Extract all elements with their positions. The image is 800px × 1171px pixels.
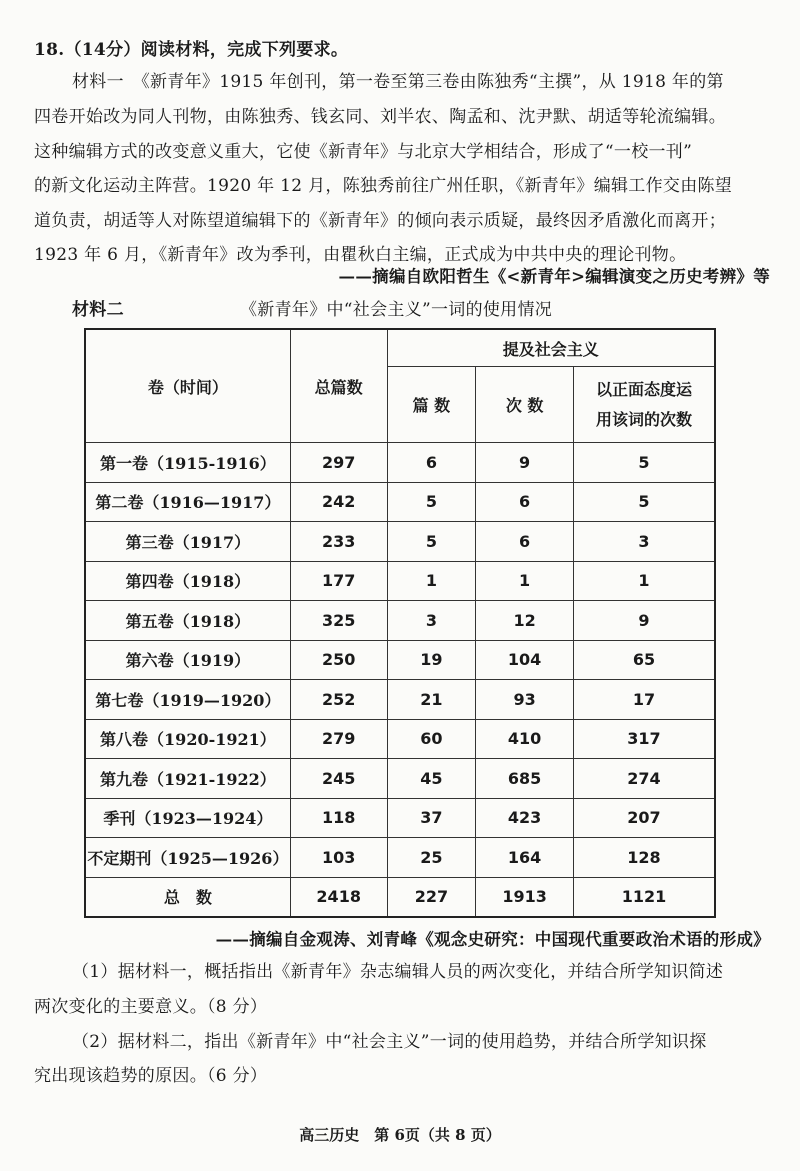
material1-line-4: 的新文化运动主阵营。1920 年 12 月，陈独秀前往广州任职，《新青年》编辑工作交由陈望 bbox=[34, 176, 733, 196]
header-positive-line-2: 用该词的次数 bbox=[595, 409, 692, 429]
table-row bbox=[85, 759, 715, 799]
cell-positive: 3 bbox=[573, 522, 715, 562]
table-row bbox=[85, 522, 715, 562]
cell-positive: 5 bbox=[573, 443, 715, 483]
cell-count: 685 bbox=[476, 759, 574, 799]
header-articles: 篇 数 bbox=[387, 367, 476, 443]
cell-volume: 第一卷（1915-1916） bbox=[85, 443, 290, 483]
cell-total: 297 bbox=[290, 443, 387, 483]
material1-line-6: 1923 年 6 月，《新青年》改为季刊，由瞿秋白主编，正式成为中共中央的理论刊物。 bbox=[34, 245, 687, 265]
cell-volume: 第二卷（1916—1917） bbox=[85, 482, 290, 522]
table-row bbox=[85, 640, 715, 680]
cell-articles: 3 bbox=[387, 601, 476, 641]
cell-count: 6 bbox=[476, 482, 574, 522]
cell-volume: 第八卷（1920-1921） bbox=[85, 719, 290, 759]
cell-volume: 第五卷（1918） bbox=[85, 601, 290, 641]
task-2-line-2: 究出现该趋势的原因。（6 分） bbox=[34, 1066, 268, 1086]
task-1-line-2: 两次变化的主要意义。（8 分） bbox=[34, 997, 268, 1017]
table-row bbox=[85, 680, 715, 720]
header-positive-line-1: 以正面态度运 bbox=[595, 379, 692, 399]
cell-volume: 第四卷（1918） bbox=[85, 561, 290, 601]
cell-count: 9 bbox=[476, 443, 574, 483]
cell-count: 1 bbox=[476, 561, 574, 601]
table-row bbox=[85, 601, 715, 641]
cell-positive: 274 bbox=[573, 759, 715, 799]
header-count: 次 数 bbox=[476, 367, 574, 443]
cell-articles: 227 bbox=[387, 877, 476, 917]
cell-volume: 第七卷（1919—1920） bbox=[85, 680, 290, 720]
table-row bbox=[85, 719, 715, 759]
cell-total: 233 bbox=[290, 522, 387, 562]
cell-count: 93 bbox=[476, 680, 574, 720]
cell-positive: 1121 bbox=[573, 877, 715, 917]
cell-articles: 37 bbox=[387, 798, 476, 838]
cell-volume: 第三卷（1917） bbox=[85, 522, 290, 562]
cell-count: 104 bbox=[476, 640, 574, 680]
material1-line-3: 这种编辑方式的改变意义重大，它使《新青年》与北京大学相结合，形成了“一校一刊” bbox=[34, 142, 693, 162]
table-row bbox=[85, 482, 715, 522]
cell-volume: 不定期刊（1925—1926） bbox=[85, 838, 290, 878]
cell-volume: 第六卷（1919） bbox=[85, 640, 290, 680]
cell-total: 2418 bbox=[290, 877, 387, 917]
cell-articles: 25 bbox=[387, 838, 476, 878]
cell-positive: 17 bbox=[573, 680, 715, 720]
cell-total: 252 bbox=[290, 680, 387, 720]
cell-total: 103 bbox=[290, 838, 387, 878]
socialism-usage-table bbox=[84, 328, 716, 918]
cell-total: 250 bbox=[290, 640, 387, 680]
question-heading: 18.（14分）阅读材料，完成下列要求。 bbox=[34, 40, 349, 60]
cell-count: 1913 bbox=[476, 877, 574, 917]
header-positive bbox=[573, 367, 715, 443]
cell-articles: 45 bbox=[387, 759, 476, 799]
material2-label: 材料二 bbox=[72, 300, 124, 320]
task-1-line-1: （1）据材料一，概括指出《新青年》杂志编辑人员的两次变化，并结合所学知识简述 bbox=[72, 962, 724, 982]
cell-count: 164 bbox=[476, 838, 574, 878]
cell-articles: 21 bbox=[387, 680, 476, 720]
cell-count: 6 bbox=[476, 522, 574, 562]
header-total: 总篇数 bbox=[290, 329, 387, 443]
table-row bbox=[85, 443, 715, 483]
material2-source: ——摘编自金观涛、刘青峰《观念史研究：中国现代重要政治术语的形成》 bbox=[215, 930, 770, 949]
cell-count: 410 bbox=[476, 719, 574, 759]
header-mention-group: 提及社会主义 bbox=[387, 329, 715, 367]
cell-positive: 128 bbox=[573, 838, 715, 878]
cell-total: 242 bbox=[290, 482, 387, 522]
header-volume: 卷（时间） bbox=[85, 329, 290, 443]
table-row bbox=[85, 838, 715, 878]
material1-line-2: 四卷开始改为同人刊物，由陈独秀、钱玄同、刘半农、陶孟和、沈尹默、胡适等轮流编辑。 bbox=[34, 107, 726, 127]
cell-articles: 5 bbox=[387, 482, 476, 522]
cell-articles: 5 bbox=[387, 522, 476, 562]
cell-positive: 207 bbox=[573, 798, 715, 838]
cell-volume: 第九卷（1921-1922） bbox=[85, 759, 290, 799]
cell-positive: 317 bbox=[573, 719, 715, 759]
cell-total: 325 bbox=[290, 601, 387, 641]
cell-total: 279 bbox=[290, 719, 387, 759]
cell-total: 245 bbox=[290, 759, 387, 799]
material1-line-5: 道负责，胡适等人对陈望道编辑下的《新青年》的倾向表示质疑，最终因矛盾激化而离开； bbox=[34, 211, 726, 231]
cell-count: 423 bbox=[476, 798, 574, 838]
cell-articles: 6 bbox=[387, 443, 476, 483]
table-row bbox=[85, 561, 715, 601]
cell-articles: 60 bbox=[387, 719, 476, 759]
cell-volume: 季刊（1923—1924） bbox=[85, 798, 290, 838]
cell-positive: 1 bbox=[573, 561, 715, 601]
table-row bbox=[85, 798, 715, 838]
table-total-row bbox=[85, 877, 715, 917]
cell-positive: 9 bbox=[573, 601, 715, 641]
cell-total: 177 bbox=[290, 561, 387, 601]
cell-volume: 总 数 bbox=[85, 877, 290, 917]
cell-count: 12 bbox=[476, 601, 574, 641]
material2-title: 《新青年》中“社会主义”一词的使用情况 bbox=[240, 300, 553, 320]
cell-articles: 19 bbox=[387, 640, 476, 680]
material1-line-1: 材料一 《新青年》1915 年创刊，第一卷至第三卷由陈独秀“主撰”，从 1918 年的第 bbox=[72, 72, 724, 92]
cell-total: 118 bbox=[290, 798, 387, 838]
material1-source: ——摘编自欧阳哲生《<新青年>编辑演变之历史考辨》等 bbox=[338, 267, 770, 286]
cell-positive: 5 bbox=[573, 482, 715, 522]
cell-articles: 1 bbox=[387, 561, 476, 601]
cell-positive: 65 bbox=[573, 640, 715, 680]
task-2-line-1: （2）据材料二，指出《新青年》中“社会主义”一词的使用趋势，并结合所学知识探 bbox=[72, 1032, 707, 1052]
page-footer: 高三历史 第 6页（共 8 页） bbox=[299, 1126, 501, 1144]
